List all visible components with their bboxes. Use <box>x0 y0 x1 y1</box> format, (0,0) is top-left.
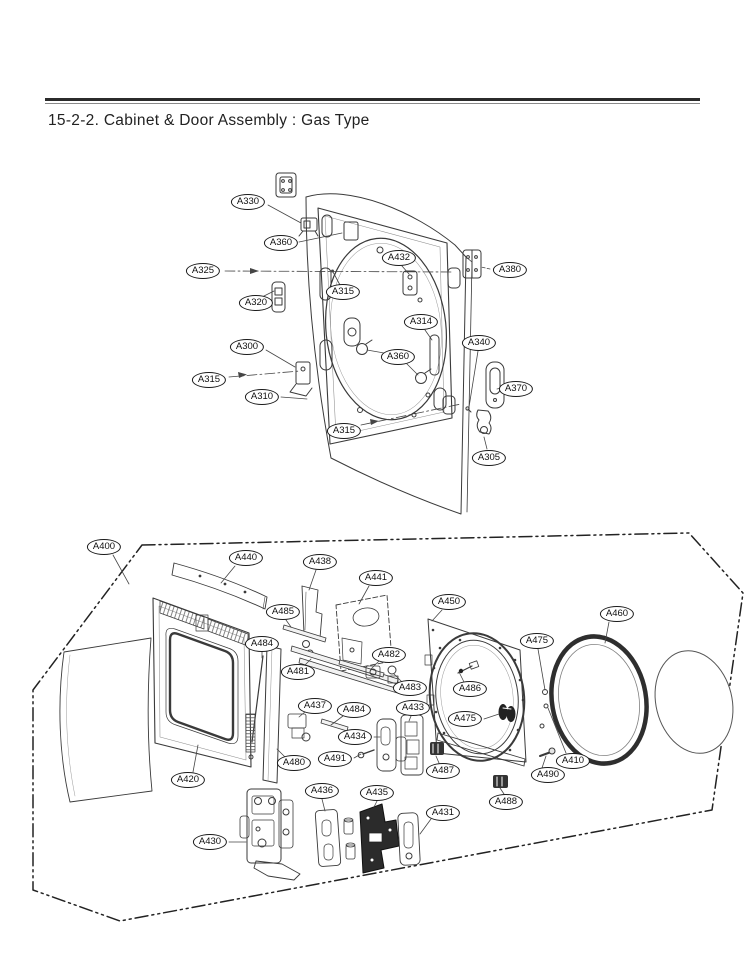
callout-a360-mid: A360 <box>381 349 415 365</box>
callout-a315-2: A315 <box>192 372 226 388</box>
part-a320 <box>272 282 285 312</box>
damper-cylinders <box>344 818 355 859</box>
callout-a485: A485 <box>266 604 300 620</box>
plate-a434 <box>377 719 406 771</box>
callout-a475-inner: A475 <box>448 711 482 727</box>
bracket-a433 <box>401 715 423 775</box>
callout-a315-1: A315 <box>326 284 360 300</box>
callout-a487: A487 <box>426 763 460 779</box>
callout-a450: A450 <box>432 594 466 610</box>
door-assembly-group <box>33 533 743 921</box>
callout-a340: A340 <box>462 335 496 351</box>
callout-a314: A314 <box>404 314 438 330</box>
hinge-top-part <box>276 173 296 197</box>
callout-a380: A380 <box>493 262 527 278</box>
part-a305 <box>466 407 491 434</box>
callout-a484-lower: A484 <box>337 702 371 718</box>
callout-a491: A491 <box>318 751 352 767</box>
callout-a410: A410 <box>556 753 590 769</box>
plate-a436 <box>315 809 341 866</box>
callout-a475-right: A475 <box>520 633 554 649</box>
callout-a440: A440 <box>229 550 263 566</box>
callout-a438: A438 <box>303 554 337 570</box>
callout-a433: A433 <box>396 700 430 716</box>
bracket-a438 <box>302 586 322 656</box>
front-glass-sheet <box>60 638 152 802</box>
callout-a488: A488 <box>489 794 523 810</box>
callout-a315-3: A315 <box>327 423 361 439</box>
callout-a431: A431 <box>426 805 460 821</box>
door-seal-part <box>542 629 657 771</box>
door-glass-part <box>645 642 744 761</box>
callout-a320: A320 <box>239 295 273 311</box>
callout-a483: A483 <box>393 680 427 696</box>
clip-a487 <box>430 742 444 755</box>
callout-a435: A435 <box>360 785 394 801</box>
callout-a486: A486 <box>453 681 487 697</box>
callout-a370: A370 <box>499 381 533 397</box>
clip-a488 <box>493 775 508 788</box>
callout-a432: A432 <box>382 250 416 266</box>
callout-a400: A400 <box>87 539 121 555</box>
callout-a420: A420 <box>171 772 205 788</box>
callout-a460: A460 <box>600 606 634 622</box>
callout-a437: A437 <box>298 698 332 714</box>
callout-a480: A480 <box>277 755 311 771</box>
callout-a490: A490 <box>531 767 565 783</box>
callout-a481: A481 <box>281 664 315 680</box>
callout-a482: A482 <box>372 647 406 663</box>
callout-a325: A325 <box>186 263 220 279</box>
callout-a484-upper: A484 <box>245 636 279 652</box>
callout-a434: A434 <box>338 729 372 745</box>
page-title: 15-2-2. Cabinet & Door Assembly : Gas Type <box>48 112 370 129</box>
callout-a436: A436 <box>305 783 339 799</box>
bracket-a431 <box>398 813 421 866</box>
part-a300 <box>290 362 312 396</box>
callout-a430: A430 <box>193 834 227 850</box>
hinge-a430 <box>240 789 300 880</box>
front-panel-part <box>153 598 251 767</box>
callout-a330: A330 <box>231 194 265 210</box>
callout-a360-top: A360 <box>264 235 298 251</box>
top-trim-part <box>172 563 267 609</box>
callout-a305: A305 <box>472 450 506 466</box>
callout-a300: A300 <box>230 339 264 355</box>
bracket-a435 <box>360 804 399 873</box>
bracket-a437 <box>288 714 310 741</box>
callout-a441: A441 <box>359 570 393 586</box>
callout-a310: A310 <box>245 389 279 405</box>
